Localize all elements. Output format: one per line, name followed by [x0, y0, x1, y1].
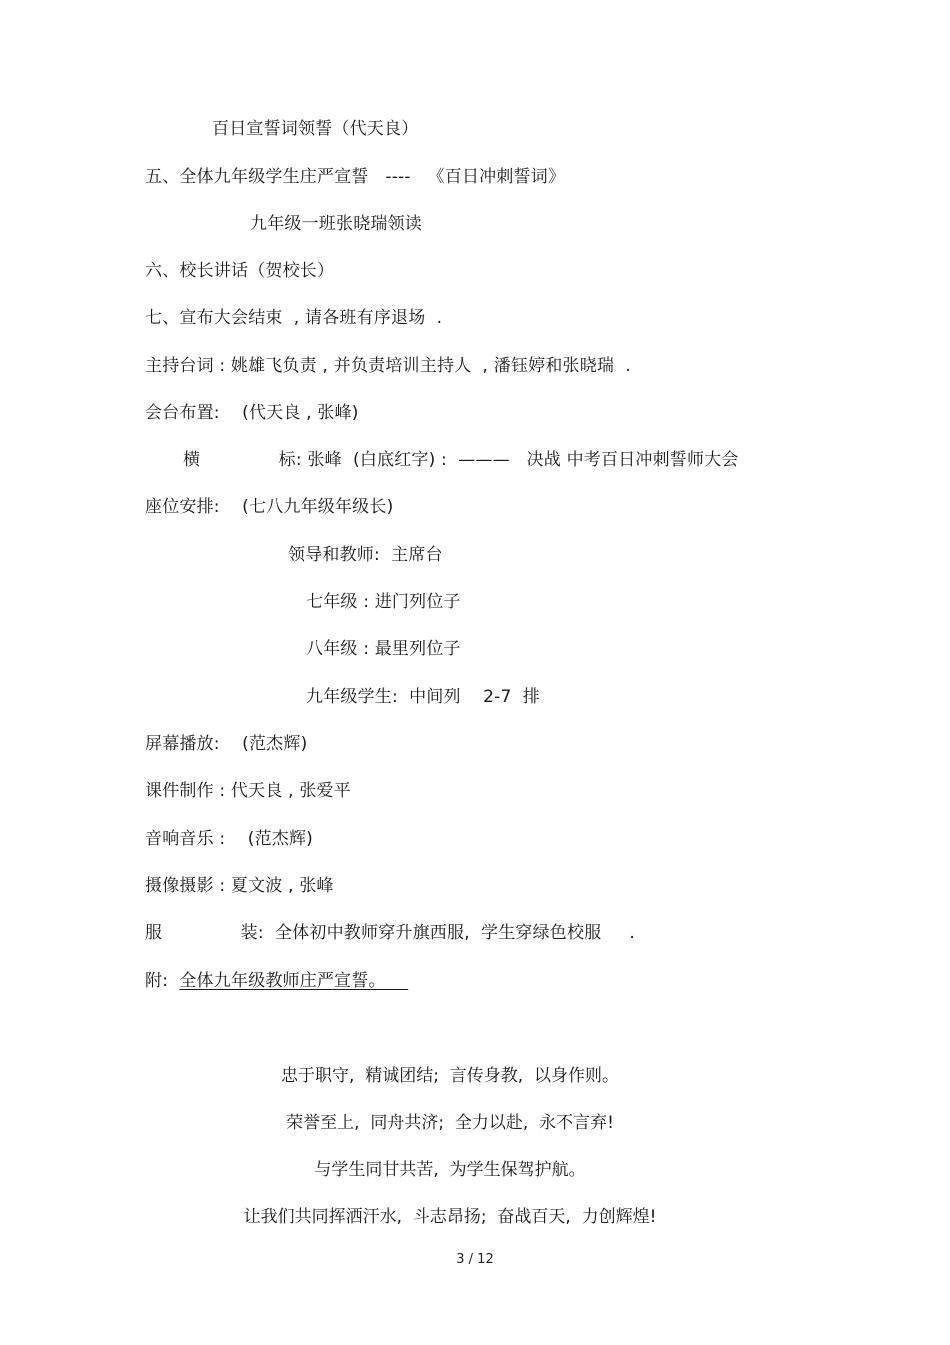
host-script-line: 主持台词 : 姚雄飞负责 , 并负责培训主持人 , 潘钰婷和张晓瑞 . — [145, 356, 631, 376]
pledge-line-2: 荣誉至上, 同舟共济; 全力以赴, 永不言弃! — [286, 1113, 614, 1133]
audio-line: 音响音乐 : (范杰辉) — [145, 829, 314, 849]
pledge-line-4: 让我们共同挥洒汗水, 斗志昂扬; 奋战百天, 力创辉煌! — [243, 1207, 657, 1227]
agenda-item-5: 五、全体九年级学生庄严宣誓 ---- 《百日冲刺誓词》 — [145, 167, 566, 187]
seating-line: 座位安排: (七八九年级年级长) — [145, 497, 394, 517]
seating-leaders: 领导和教师: 主席台 — [288, 545, 443, 565]
courseware-line: 课件制作 : 代天良 , 张爱平 — [145, 781, 351, 801]
appendix-title: 全体九年级教师庄严宣誓。 — [179, 971, 409, 991]
photo-line: 摄像摄影 : 夏文波 , 张峰 — [145, 876, 334, 896]
stage-setup-line: 会台布置: (代天良 , 张峰) — [145, 403, 359, 423]
oath-leader-line: 百日宣誓词领誓（代天良） — [212, 119, 419, 139]
appendix-prefix: 附: — [145, 971, 180, 991]
dress-line: 服 装: 全体初中教师穿升旗西服, 学生穿绿色校服 . — [145, 923, 636, 943]
banner-line: 横 标: 张峰 (白底红字) : ——— 决战 中考百日冲刺誓师大会 — [183, 450, 739, 470]
page-number: 3 / 12 — [456, 1252, 494, 1267]
agenda-item-6: 六、校长讲话（贺校长） — [145, 261, 335, 281]
oath-reader-line: 九年级一班张晓瑞领读 — [250, 214, 422, 234]
pledge-line-1: 忠于职守, 精诚团结; 言传身教, 以身作则。 — [281, 1066, 619, 1086]
appendix-line — [145, 970, 408, 992]
seating-grade7: 七年级 : 进门列位子 — [306, 592, 461, 612]
agenda-item-7: 七、宣布大会结束 , 请各班有序退场 . — [145, 308, 443, 328]
seating-grade8: 八年级 : 最里列位子 — [306, 639, 461, 659]
seating-grade9: 九年级学生: 中间列 2-7 排 — [306, 687, 540, 707]
pledge-line-3: 与学生同甘共苦, 为学生保驾护航。 — [314, 1160, 586, 1180]
screen-line: 屏幕播放: (范杰辉) — [145, 734, 308, 754]
